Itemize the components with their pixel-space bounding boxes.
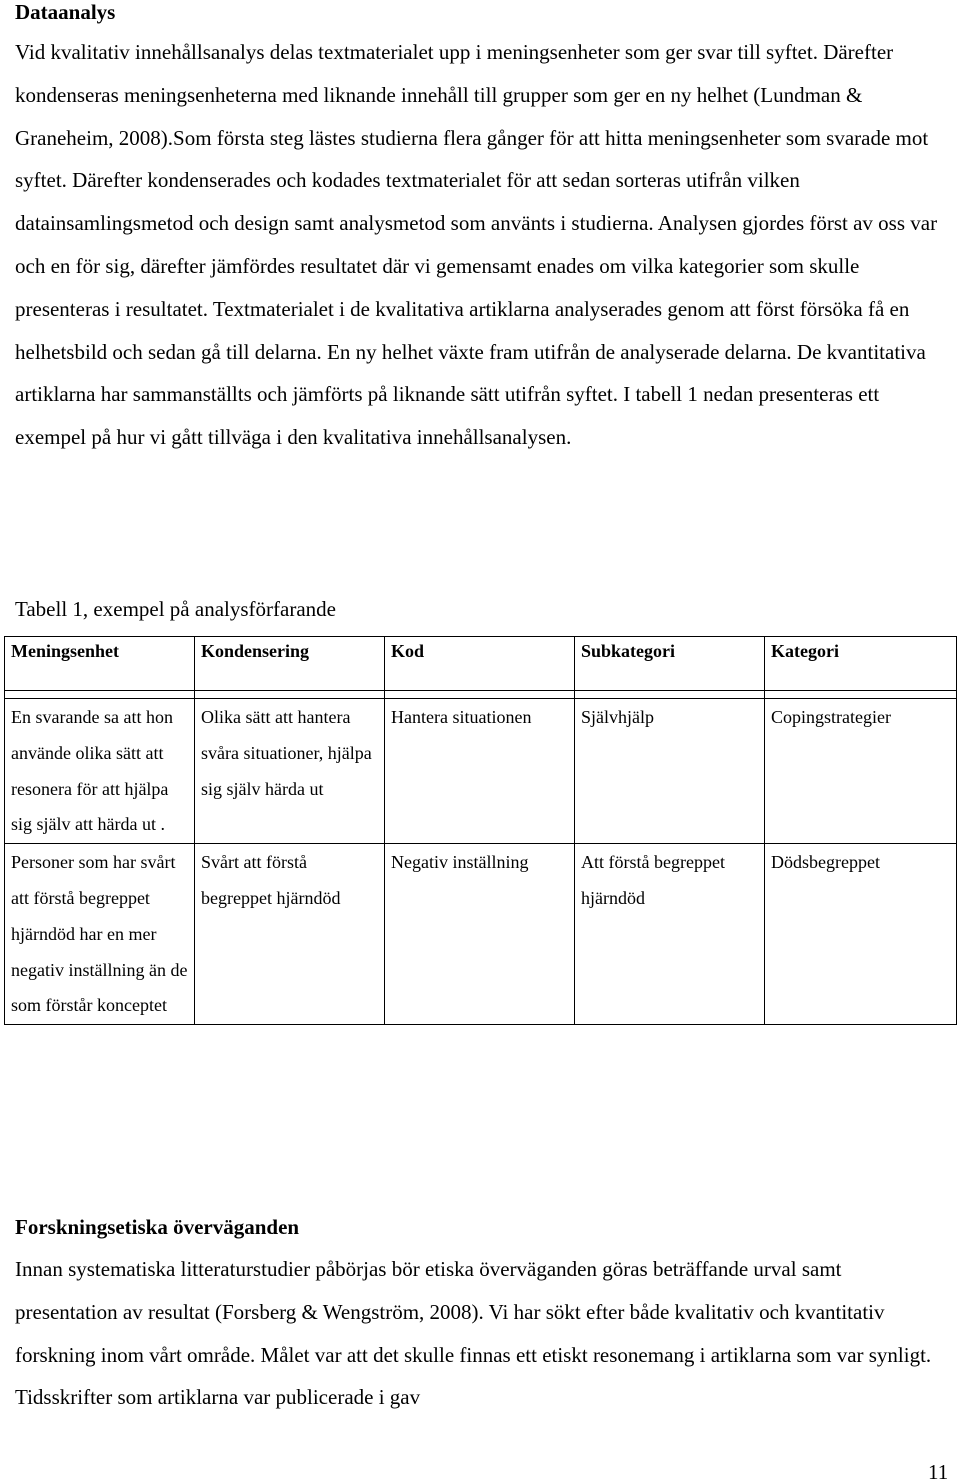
table-caption: Tabell 1, exempel på analysförfarande bbox=[15, 597, 336, 621]
table-cell-kod: Negativ inställning bbox=[385, 844, 575, 1025]
column-header-subkategori: Subkategori bbox=[575, 637, 765, 691]
table-cell-kategori: Dödsbegreppet bbox=[765, 844, 957, 1025]
paragraph-dataanalys: Vid kvalitativ innehållsanalys delas textmaterialet upp i meningsenheter som ger svar till syftet. Därefter kondenseras meningsenheterna med liknande innehåll till grupper som ger en ny helhet (Lundman & Graneheim, 2008).Som första steg lästes studierna flera gånger för att hitta meningsenheter som svarade mot syftet. Därefter kondenserades och kodades textmaterialet för att sedan sorteras utifrån vilken datainsamlingsmetod och design samt analysmetod som använts i studierna. Analysen gjordes först av oss var och en för sig, därefter jämfördes resultatet där vi gemensamt enades om vilka kategorier som skulle presenteras i resultatet. Textmaterialet i de kvalitativa artiklarna analyserades genom att först försöka få en helhetsbild och sedan gå till delarna. En ny helhet växte fram utifrån de analyserade delarna. De kvantitativa artiklarna har sammanställts och jämförts på liknande sätt utifrån syftet. I tabell 1 nedan presenteras ett exempel på hur vi gått tillväga i den kvalitativa innehållsanalysen. bbox=[15, 40, 938, 450]
section-heading-dataanalys: Dataanalys bbox=[15, 0, 116, 24]
column-header-meningsenhet: Meningsenhet bbox=[5, 637, 195, 691]
table-spacer-row bbox=[5, 691, 957, 699]
table-cell-subkategori: Att förstå begreppet hjärndöd bbox=[575, 844, 765, 1025]
paragraph-forskningsetiska-overvaganden: Innan systematiska litteraturstudier påbörjas bör etiska överväganden göras beträffande urval samt presentation av resultat (Forsberg & Wengström, 2008). Vi har sökt efter både kvalitativ och kvantitativ forskning inom vårt område. Målet var att det skulle finnas ett etiskt resonemang i artiklarna som var synligt. Tidsskrifter som artiklarna var publicerade i gav bbox=[15, 1257, 932, 1410]
table-cell-meningsenhet: En svarande sa att hon använde olika sätt att resonera för att hjälpa sig själv att härda ut . bbox=[5, 699, 195, 844]
table-cell-kondensering: Olika sätt att hantera svåra situationer, hjälpa sig själv härda ut bbox=[195, 699, 385, 844]
page-number: 11 bbox=[928, 1460, 949, 1484]
table-row bbox=[5, 699, 957, 844]
section-heading-forskningsetiska-overvaganden: Forskningsetiska överväganden bbox=[15, 1215, 300, 1239]
table-cell-meningsenhet: Personer som har svårt att förstå begreppet hjärndöd har en mer negativ inställning än de som förstår konceptet bbox=[5, 844, 195, 1025]
column-header-kondensering: Kondensering bbox=[195, 637, 385, 691]
analysis-example-table bbox=[4, 636, 957, 1025]
column-header-kod: Kod bbox=[385, 637, 575, 691]
table-cell-kategori: Copingstrategier bbox=[765, 699, 957, 844]
table-cell-kod: Hantera situationen bbox=[385, 699, 575, 844]
column-header-kategori: Kategori bbox=[765, 637, 957, 691]
table-cell-subkategori: Självhjälp bbox=[575, 699, 765, 844]
table-row bbox=[5, 844, 957, 1025]
table-header-row bbox=[5, 637, 957, 691]
table-cell-kondensering: Svårt att förstå begreppet hjärndöd bbox=[195, 844, 385, 1025]
